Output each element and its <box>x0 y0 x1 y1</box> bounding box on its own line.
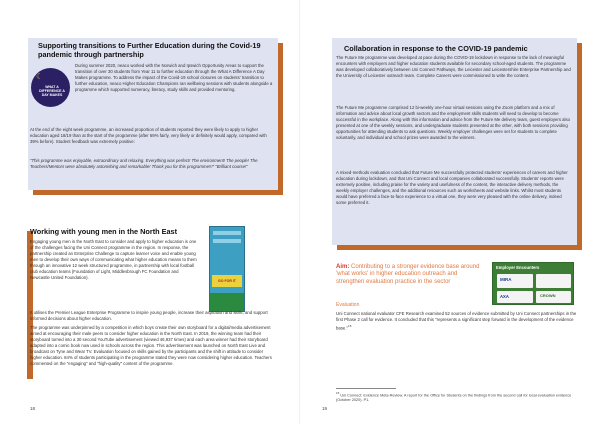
right-page <box>300 0 600 424</box>
footnote-reference: 15 <box>348 324 352 328</box>
future-me-paragraph-1: The Future Me programme was developed at pace during the COVID-19 lockdown in response to the lack of meaningful encounters with employers and higher education students available for secondary school-aged students. The programme was developed collaboratively between Uni Connect Pathways, the Leicester and Leicestershire Enterprise Partnership and the University of Leicester outreach team. Complete Careers were commissioned to write the content. <box>336 55 571 78</box>
axa-logo: AXA <box>500 294 509 299</box>
covid-collaboration-heading: Collaboration in response to the COVID-19 pandemic <box>344 44 528 53</box>
what-a-difference-logo <box>31 68 70 107</box>
footnote <box>336 391 580 403</box>
fe-transition-paragraph-2: At the end of the eight week programme, an increased proportion of students reported they were likely to apply to higher education aged 18/19 than at the start of the programme (after 69% fairly, very likely or definitely would apply, compared with 39% before). Student feedback was extremely positive: <box>30 127 267 144</box>
student-feedback-quote <box>30 158 276 170</box>
young-men-paragraph-2-3 <box>30 310 276 367</box>
young-men-paragraph-1 <box>30 239 198 281</box>
young-men-paragraph-2: It utilises the Premier League Enterprise Programme to inspire young people, increase their aspiration and skills, and support informed decisions about higher education. <box>30 310 268 321</box>
young-men-paragraph-1-text: Engaging young men in the North East to consider and apply to higher education is one of the challenges facing the Uni Connect programme in the region. In response, the partnership created an Enterprise Challenge to capture learner voice and enable young men to develop their own ways of communicating what higher education means to them through an innovative 12 week structured programme, in partnership with local football club education teams (Foundation of Light, Middlesbrough FC Foundation and Newcastle United Foundation). <box>30 239 197 280</box>
future-me-paragraph-3: A mixed-methods evaluation concluded that Future Me successfully protected students' experiences of careers and higher education during lockdown, and that Uni Connect and local companies collaborated successfully. Students' reports were extremely positive, including praise for the variety and usefulness of the content, the interactive delivery methods, the weekly employer challenges, and the additional resources such as worksheets and website links. Whilst most students would have preferred a face-to-face experience to a virtual one, they were very pleased with the online delivery, indeed some preferred it. <box>336 170 568 205</box>
footnote-number: 15 <box>336 391 340 395</box>
young-men-heading: Working with young men in the North East <box>30 227 178 236</box>
employer-card <box>536 274 571 288</box>
footnote-text: Uni Connect: Evidence Meta-Review. A report for the Office for Students on the findings from the second call for local evaluation evidence (October 2020). P1. <box>336 393 572 403</box>
mira-logo: MIRA <box>500 277 512 282</box>
aim-text: Contributing to a stronger evidence base around 'what works' in higher education outreach and strengthen evaluation practice in the sector <box>336 264 480 285</box>
quote-text: "This programme was enjoyable, extraordinary and relaxing. Everything was perfect! The environment! The people! The Teachers/Mentors were absolutely astonishing and remarkable! Thank you for this programme!!!" "Brilliant course!" <box>30 158 258 169</box>
evaluation-paragraph <box>336 311 580 331</box>
footnote-divider <box>336 388 396 389</box>
evaluation-text: Uni Connect national evaluator CFE Research examined 52 sources of evidence submitted by Uni Connect partnerships in the first Phase 2 call for evidence. It concluded that this "represents a significant step forward in the development of the evidence base." <box>336 311 577 331</box>
young-men-paragraph-3: The programme was underpinned by a competition in which boys create their own storyboard for a digital/media advertisement aimed at encouraging their male peers to consider higher education in the North East. In 2019, the winning team had their storyboard turned into a 30 second YouTube advertisement (viewed 46,937 times) and each area winner had their storyboard adapted into a comic book now used in schools across the region. This advertisement was launched on North East Live and broadcast on Tyne and Wear TV. Evaluation focused on skills gained by the participants and the shift in attitude to consider higher education. 84% of students participating in the programme stated they were now considering higher education. Teachers commented on the "engaging" and "high-quality" content of the programme. <box>30 325 272 366</box>
moon-icon: ☾ <box>36 72 44 81</box>
comic-band <box>213 239 241 243</box>
aim-statement <box>336 264 484 286</box>
comic-band <box>213 231 241 235</box>
comic-book-cover <box>209 226 245 312</box>
employer-encounters-image <box>492 262 574 305</box>
aim-label: Aim: <box>336 264 350 270</box>
employer-encounters-title: Employer Encounters <box>496 265 540 270</box>
crown-logo: CROWN <box>540 293 556 298</box>
fe-transition-paragraph-1: During summer 2020, neaco worked with the Norwich and Ipswich Opportunity Areas to support the transition of over 30 students from Year 11 to further education through the What A Difference A Day Makes programme. To address the impact of the Covid-19 school closures on students' transition to further education, neaco Higher Education Champions ran wellbeing sessions with students alongside a programme which supported numeracy, literacy, study skills and provided mentoring. <box>75 63 273 92</box>
page-number: 19 <box>322 406 328 411</box>
comic-title: GO FOR IT <box>212 275 242 287</box>
future-me-paragraph-2: The Future Me programme comprised 12 bi-weekly one-hour virtual sessions using the Zoom platform and a mix of information and advice about local growth sectors and the employment skills students will need to develop to become successful in the workplace. Along with this information and advice from the Future Me delivery team, guest employers also presented at one of the weekly sessions, and undergraduate students presented at the other, with both sessions providing opportunities for attending students to ask questions. Weekly employer challenges were set for students to complete voluntarily, and individual and school prizes were awarded to the winners. <box>336 105 571 140</box>
logo-text: WHAT A DIFFERENCE A DAY MAKES <box>39 85 65 97</box>
page-number: 18 <box>30 406 36 411</box>
comic-pitch <box>210 293 244 311</box>
evaluation-label: Evaluation <box>336 302 360 308</box>
fe-transition-heading: Supporting transitions to Further Education during the Covid-19 pandemic through partnership <box>38 41 261 59</box>
